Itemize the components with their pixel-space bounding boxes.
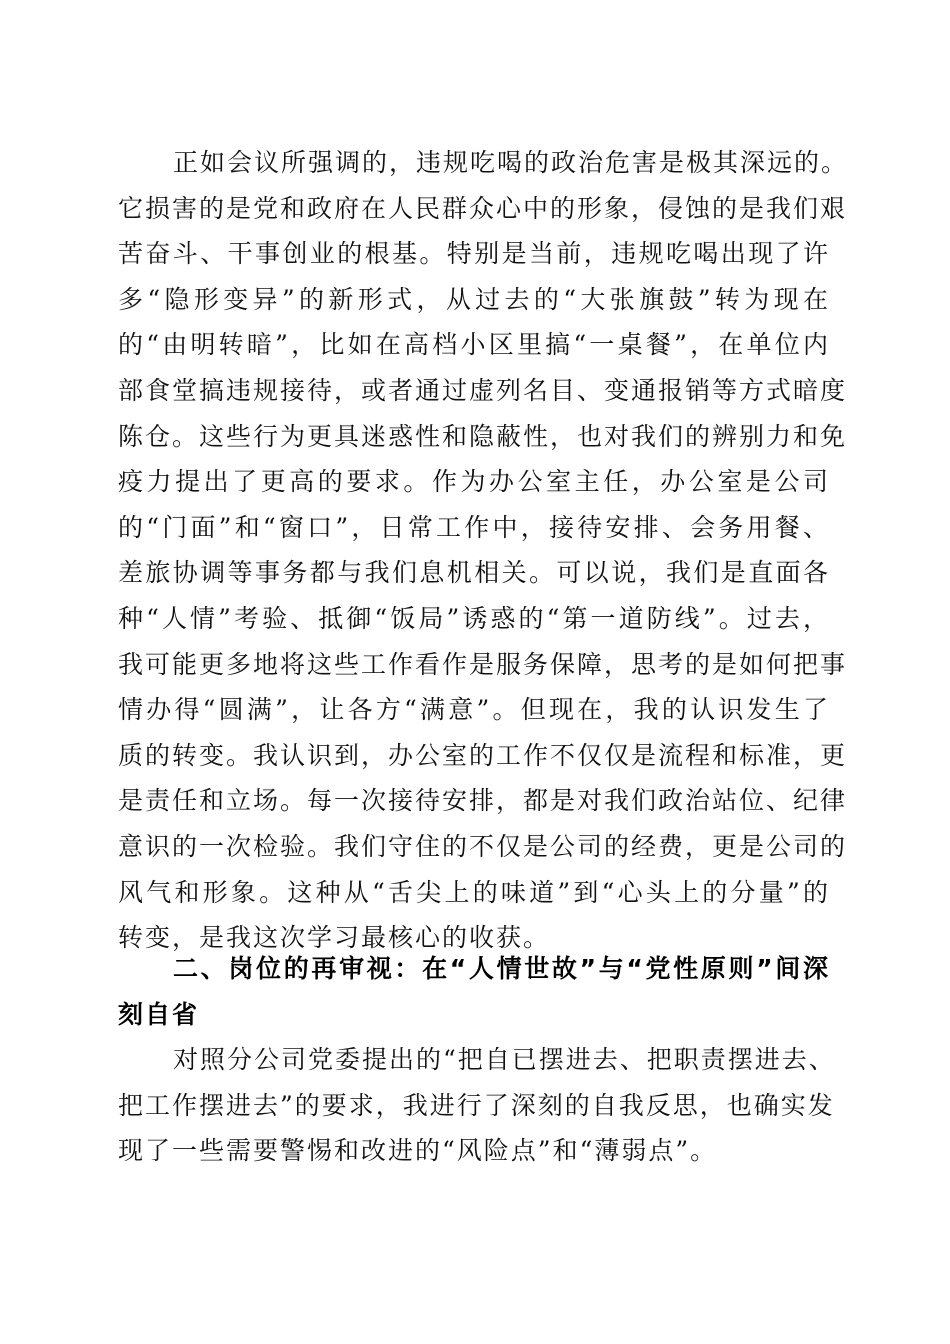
paragraph-line: 对照分公司党委提出的“把自已摆进去、把职责摆进去、 xyxy=(173,1045,836,1074)
paragraph-line: 现了一些需要警惕和改进的“风险点”和“薄弱点”。 xyxy=(118,1136,718,1166)
paragraph-line: 情办得“圆满”，让各方“满意”。但现在，我的认识发生了 xyxy=(118,695,830,725)
paragraph-line: 意识的一次检验。我们守住的不仅是公司的经费，更是公司的 xyxy=(118,831,848,861)
paragraph-line: 正如会议所强调的，违规吃喝的政治危害是极其深远的。 xyxy=(173,148,849,177)
paragraph-line: 种“人情”考验、抵御“饭局”诱惑的“第一道防线”。过去， xyxy=(118,603,830,633)
heading-line: 刻自省 xyxy=(118,999,200,1029)
paragraph-line: 的“由明转暗”，比如在高档小区里搞“一桌餐”，在单位内 xyxy=(118,330,830,360)
paragraph-line: 是责任和立场。每一次接待安排，都是对我们政治站位、纪律 xyxy=(118,786,848,816)
paragraph-line: 多“隐形变异”的新形式，从过去的“大张旗鼓”转为现在 xyxy=(118,284,830,314)
paragraph-line: 疫力提出了更高的要求。作为办公室主任，办公室是公司 xyxy=(118,467,830,497)
paragraph-line: 风气和形象。这种从“舌尖上的味道”到“心头上的分量”的 xyxy=(118,877,830,907)
paragraph-line: 把工作摆进去”的要求，我进行了深刻的自我反思，也确实发 xyxy=(118,1090,835,1120)
paragraph-line: 苦奋斗、干事创业的根基。特别是当前，违规吃喝出现了许 xyxy=(118,239,830,269)
paragraph-line: 的“门面”和“窗口”，日常工作中，接待安排、会务用餐、 xyxy=(118,512,830,542)
paragraph-line: 我可能更多地将这些工作看作是服务保障，思考的是如何把事 xyxy=(118,649,848,679)
paragraph-self-reflection xyxy=(118,1037,836,1174)
paragraph-line: 部食堂搞违规接待，或者通过虚列名目、变通报销等方式暗度 xyxy=(118,375,848,405)
paragraph-political-harm xyxy=(118,140,849,961)
paragraph-line: 质的转变。我认识到，办公室的工作不仅仅是流程和标准，更 xyxy=(118,740,848,770)
paragraph-line: 它损害的是党和政府在人民群众心中的形象，侵蚀的是我们艰 xyxy=(118,193,848,223)
heading-line: 二、岗位的再审视：在“人情世故”与“党性原则”间深 xyxy=(173,954,830,983)
paragraph-line: 转变，是我这次学习最核心的收获。 xyxy=(118,923,551,953)
section-heading-2 xyxy=(118,946,830,1037)
paragraph-line: 差旅协调等事务都与我们息机相关。可以说，我们是直面各 xyxy=(118,558,830,588)
paragraph-line: 陈仓。这些行为更具迷惑性和隐蔽性，也对我们的辨别力和免 xyxy=(118,421,848,451)
